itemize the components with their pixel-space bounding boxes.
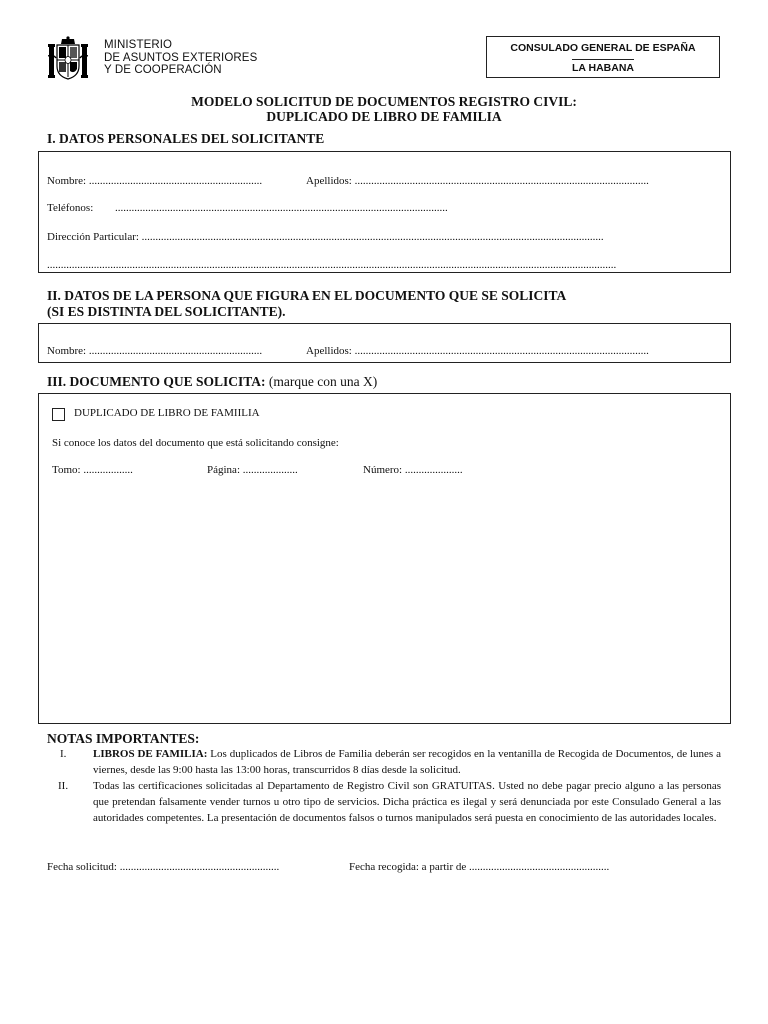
section-3-note: (marque con una X) — [268, 374, 378, 389]
nombre-field-2[interactable]: Nombre: ............................................................... — [47, 345, 263, 357]
note-1-number: I. — [60, 748, 67, 760]
title-line: DUPLICADO DE LIBRO DE FAMILIA — [266, 109, 502, 124]
telefonos-label: Teléfonos: — [47, 202, 94, 214]
section-2-box — [38, 323, 731, 363]
section-2-heading — [47, 288, 566, 320]
duplicado-option-label: DUPLICADO DE LIBRO DE FAMIILIA — [74, 407, 260, 419]
tomo-field[interactable]: Tomo: .................. — [52, 464, 133, 476]
section-2-heading-line1: II. DATOS DE LA PERSONA QUE FIGURA EN EL DOCUMENTO QUE SE SOLICITA — [47, 288, 567, 303]
ministry-line: MINISTERIO — [104, 39, 173, 51]
numero-field[interactable]: Número: ..................... — [363, 464, 463, 476]
note-1 — [93, 747, 721, 779]
note-2-number: II. — [58, 780, 69, 792]
direccion-extra-line[interactable]: ............................................................................................................................................................................................................... — [47, 259, 617, 271]
telefonos-field[interactable]: ......................................................................................................................... — [115, 202, 448, 214]
section-3-title: III. DOCUMENTO QUE SOLICITA: — [47, 374, 266, 389]
pagina-field[interactable]: Página: .................... — [207, 464, 298, 476]
consulate-box — [486, 36, 720, 78]
nombre-field[interactable]: Nombre: ............................................................... — [47, 175, 263, 187]
note-2-text: Todas las certificaciones solicitadas al Departamento de Registro Civil son GRATUITAS. Usted no debe pagar precio alguno a las personas que pretendan falsamente vender turnos u otro tipo de servicios. Dicha práctica es ilegal y será denunciada por este Consulado General a las autoridades competentes. La presentación de documentos falsos o turnos manipulados será puesta en conocimiento de las autoridades locales. — [93, 780, 721, 824]
section-1-heading: I. DATOS PERSONALES DEL SOLICITANTE — [47, 131, 325, 146]
note-2 — [93, 779, 721, 826]
ministry-line: DE ASUNTOS EXTERIORES — [104, 51, 258, 64]
fecha-recogida-field[interactable]: Fecha recogida: a partir de ................................................... — [349, 861, 610, 873]
note-1-text: Los duplicados de Libros de Familia deberán ser recogidos en la ventanilla de Recogida de Documentos, de lunes a viernes, desde las 9:00 hasta las 13:00 horas, transcurridos 8 días desde la solicitud. — [93, 748, 721, 776]
section-3-heading — [47, 374, 377, 390]
instruction-text: Si conoce los datos del documento que está solicitando consigne: — [52, 437, 339, 449]
apellidos-field[interactable]: Apellidos: ........................................................................................................... — [306, 175, 649, 187]
ministry-name — [104, 39, 257, 77]
fecha-solicitud-field[interactable]: Fecha solicitud: .......................................................... — [47, 861, 280, 873]
title-line: MODELO SOLICITUD DE DOCUMENTOS REGISTRO CIVIL: — [191, 94, 577, 109]
note-1-title: LIBROS DE FAMILIA: — [93, 748, 208, 760]
apellidos-field-2[interactable]: Apellidos: ........................................................................................................... — [306, 345, 649, 357]
consulate-name: CONSULADO GENERAL DE ESPAÑA — [510, 42, 696, 54]
direccion-field[interactable]: Dirección Particular: ........................................................................................................................................................................ — [47, 231, 604, 243]
notes-heading: NOTAS IMPORTANTES: — [47, 731, 200, 746]
section-2-heading-line2: (SI ES DISTINTA DEL SOLICITANTE). — [47, 304, 286, 319]
document-title — [0, 94, 768, 124]
ministry-line: Y DE COOPERACIÓN — [104, 64, 222, 76]
consulate-city: LA HABANA — [572, 59, 634, 74]
duplicado-checkbox[interactable] — [52, 408, 65, 421]
coat-of-arms-icon — [48, 36, 88, 80]
